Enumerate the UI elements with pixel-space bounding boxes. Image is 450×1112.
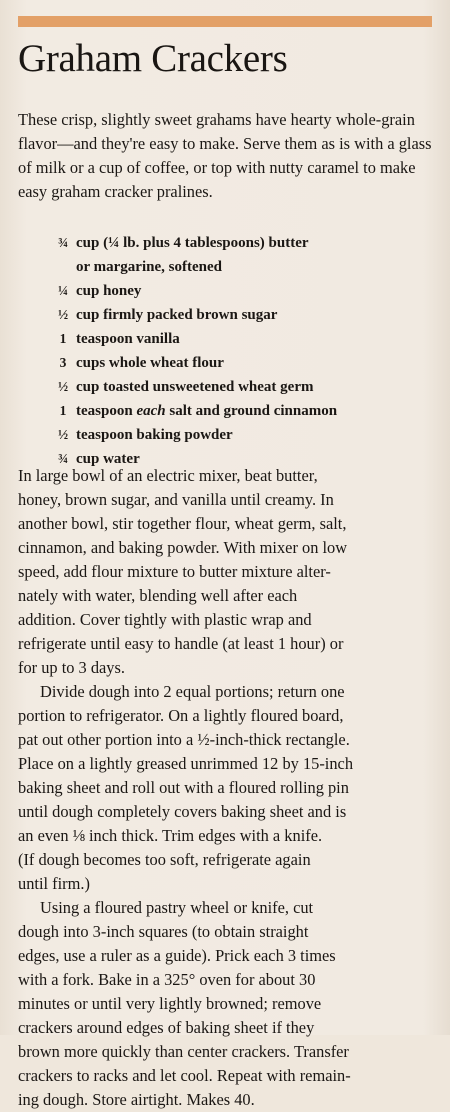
ingredient-item — [50, 231, 445, 279]
ingredient-item — [50, 423, 445, 447]
ingredient-quantity: ¼ — [57, 283, 69, 298]
ingredient-quantity: 3 — [59, 355, 67, 370]
ingredient-quantity: ¾ — [57, 235, 69, 250]
ingredient-line: cup (¼ lb. plus 4 tablespoons) butter — [76, 235, 309, 251]
ingredient-quantity: 1 — [59, 403, 67, 418]
ingredient-list — [50, 231, 445, 471]
method-step-3: Using a floured pastry wheel or knife, cut dough into 3-inch squares (to obtain straight edges, use a ruler as a guide). Prick each 3 times with a fork. Bake in a 325° oven for about 30 minutes or until very lightly browned; remove crackers around edges of baking sheet if they brown more quickly than center crackers. Transfer crackers to racks and let cool. Repeat with remain- ing dough. Store airtight. Makes 40. — [18, 898, 351, 1109]
method-step-2: Divide dough into 2 equal portions; return one portion to refrigerator. On a lightly floured board, pat out other portion into a ½-inch-thick rectangle. Place on a lightly greased unrimmed 12 by 15-inch baking sheet and roll out with a floured rolling pin until dough completely covers baking sheet and is an even ⅛ inch thick. Trim edges with a knife. (If dough becomes too soft, refrigerate again until firm.) — [18, 682, 354, 893]
accent-rule — [18, 16, 432, 27]
ingredient-quantity: ½ — [57, 379, 69, 394]
ingredient-text-after: salt and ground cinnamon — [165, 403, 338, 419]
ingredient-text: teaspoon baking powder — [76, 427, 233, 443]
recipe-intro: These crisp, slightly sweet grahams have hearty whole-grain flavor—and they're easy to make. Serve them as is with a glass of milk or a cup of coffee, or top with nutty caramel to make easy graham cracker pralines. — [18, 110, 432, 201]
ingredient-line-continued: or margarine, softened — [76, 259, 222, 275]
ingredient-item — [50, 375, 445, 399]
ingredient-text: cup water — [76, 451, 140, 467]
method-step-1: In large bowl of an electric mixer, beat butter, honey, brown sugar, and vanilla until creamy. In another bowl, stir together flour, wheat germ, salt, cinnamon, and baking powder. With mixer on low speed, add flour mixture to butter mixture alter- nately with water, blending well after each addition. Cover tightly with plastic wrap and refrigerate until easy to handle (at least 1 hour) or for up to 3 days. — [18, 466, 348, 677]
ingredient-item — [50, 279, 445, 303]
ingredient-text — [76, 231, 445, 279]
ingredient-text: teaspoon vanilla — [76, 331, 180, 347]
ingredient-text: cup toasted unsweetened wheat germ — [76, 379, 314, 395]
ingredient-item — [50, 303, 445, 327]
ingredient-text: cup honey — [76, 283, 142, 299]
ingredient-text — [76, 399, 445, 423]
ingredient-emphasis: each — [136, 403, 166, 419]
ingredient-quantity: 1 — [59, 331, 67, 346]
ingredient-text: cups whole wheat flour — [76, 355, 224, 371]
ingredient-quantity: ½ — [57, 427, 69, 442]
recipe-method — [18, 464, 444, 1112]
recipe-title: Graham Crackers — [18, 37, 288, 80]
ingredient-item — [50, 351, 445, 375]
ingredient-text-before: teaspoon — [76, 403, 137, 419]
ingredient-item — [50, 327, 445, 351]
ingredient-text: cup firmly packed brown sugar — [76, 307, 278, 323]
ingredient-quantity: ¾ — [57, 451, 69, 466]
ingredient-quantity: ½ — [57, 307, 69, 322]
ingredient-item — [50, 399, 445, 423]
